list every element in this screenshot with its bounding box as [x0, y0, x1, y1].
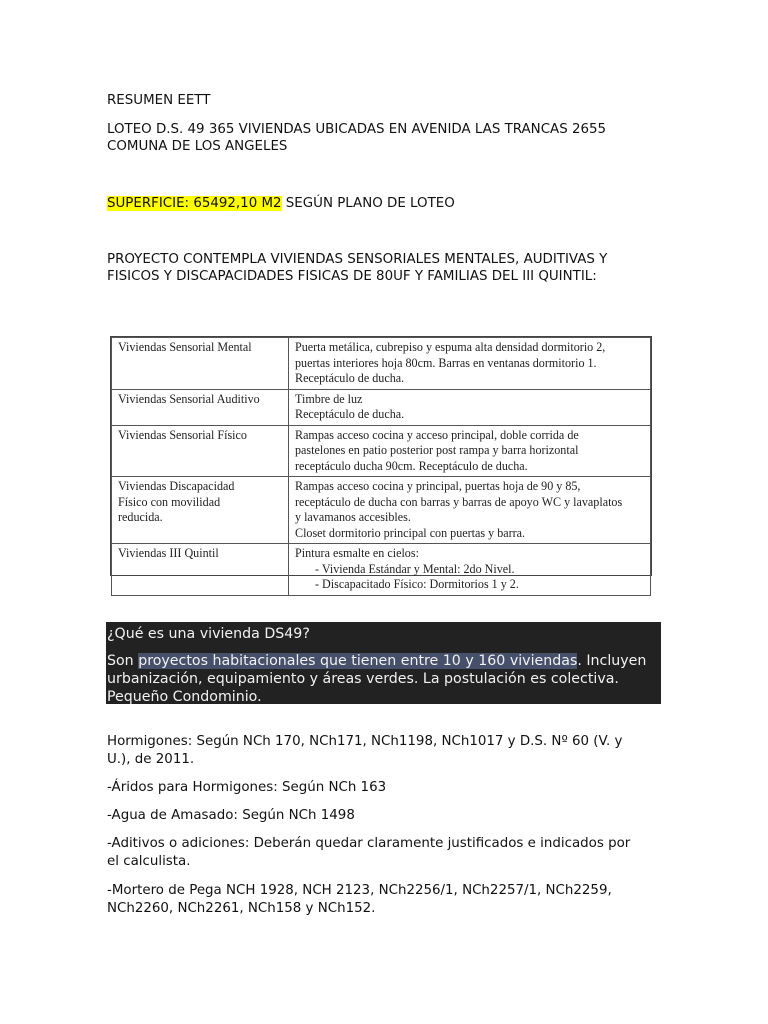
- hormigones-line-2: U.), de 2011.: [107, 752, 195, 767]
- type-line: reducida.: [118, 510, 163, 524]
- doc-title: RESUMEN EETT: [107, 93, 211, 108]
- loteo-line-2: COMUNA DE LOS ANGELES: [107, 139, 288, 154]
- detail-line: receptáculo ducha 90cm. Receptáculo de ducha.: [295, 458, 528, 473]
- row-details: [289, 477, 651, 544]
- detail-line: Pintura esmalte en cielos:: [295, 546, 419, 560]
- row-details: [289, 544, 651, 596]
- detail-line: Receptáculo de ducha.: [295, 407, 405, 421]
- aditivos-line-2: el calculista.: [107, 854, 191, 869]
- aditivos-line-1: -Aditivos o adiciones: Deberán quedar claramente justificados e indicados por: [107, 836, 631, 851]
- mortero-line-2: NCh2260, NCh2261, NCh158 y NCh152.: [107, 901, 376, 916]
- row-type: Viviendas Sensorial Mental: [112, 338, 289, 390]
- table-row: [112, 544, 651, 596]
- ds49-snippet: [106, 622, 661, 704]
- proyecto-line-2: FISICOS Y DISCAPACIDADES FISICAS DE 80UF Y FAMILIAS DEL III QUINTIL:: [107, 269, 597, 284]
- detail-line: Puerta metálica, cubrepiso y espuma alta densidad dormitorio 2,: [295, 340, 606, 354]
- table-row: [112, 338, 651, 390]
- table-row: [112, 389, 651, 425]
- mortero-line-1: -Mortero de Pega NCH 1928, NCH 2123, NCh2256/1, NCh2257/1, NCh2259,: [107, 883, 612, 898]
- answer-selected-text[interactable]: proyectos habitacionales que tienen entre 10 y 160 viviendas: [138, 653, 578, 669]
- detail-line: Timbre de luz: [295, 391, 363, 406]
- row-details: [289, 389, 651, 425]
- scanned-table-image: [110, 336, 652, 591]
- snippet-question: ¿Qué es una vivienda DS49?: [107, 626, 310, 642]
- loteo-line-1: LOTEO D.S. 49 365 VIVIENDAS UBICADAS EN AVENIDA LAS TRANCAS 2655: [107, 122, 607, 137]
- agua-line: -Agua de Amasado: Según NCh 1498: [107, 808, 355, 823]
- proyecto-line-1: PROYECTO CONTEMPLA VIVIENDAS SENSORIALES MENTALES, AUDITIVAS Y: [107, 252, 608, 267]
- detail-line: Receptáculo de ducha.: [295, 371, 405, 385]
- superficie-highlight: SUPERFICIE: 65492,10 M2: [107, 196, 282, 211]
- detail-line: Rampas acceso cocina y principal, puertas hoja de 90 y 85,: [295, 479, 581, 493]
- detail-line: pastelones en patio posterior post rampa y barra horizontal: [295, 443, 579, 457]
- row-type: Viviendas III Quintil: [112, 544, 289, 596]
- hormigones-line-1: Hormigones: Según NCh 170, NCh171, NCh1198, NCh1017 y D.S. Nº 60 (V. y: [107, 734, 623, 749]
- vivienda-types-table: [111, 337, 651, 596]
- superficie-rest: SEGÚN PLANO DE LOTEO: [281, 196, 455, 211]
- type-line: Viviendas Discapacidad: [118, 479, 235, 493]
- row-type: Viviendas Sensorial Auditivo: [112, 389, 289, 425]
- row-details: [289, 425, 651, 477]
- row-details: [289, 338, 651, 390]
- snippet-answer: [107, 652, 659, 706]
- answer-pre: Son: [107, 653, 139, 669]
- detail-line: receptáculo de ducha con barras y barras de apoyo WC y lavaplatos: [295, 494, 623, 509]
- aridos-line: -Áridos para Hormigones: Según NCh 163: [107, 780, 387, 795]
- type-line: Físico con movilidad: [118, 494, 221, 509]
- superficie-line: [107, 195, 667, 212]
- detail-line: puertas interiores hoja 80cm. Barras en ventanas dormitorio 1.: [295, 355, 597, 370]
- detail-line: y lavamanos accesibles.: [295, 510, 411, 524]
- row-type: [112, 477, 289, 544]
- answer-post: . Incluyen urbanización, equipamiento y áreas verdes. La postulación es colectiva. Pequeño Condominio.: [107, 653, 647, 705]
- detail-line: - Vivienda Estándar y Mental: 2do Nivel.: [315, 561, 515, 576]
- table-row: [112, 425, 651, 477]
- detail-line: - Discapacitado Físico: Dormitorios 1 y 2.: [315, 577, 519, 591]
- detail-line: Rampas acceso cocina y acceso principal, doble corrida de: [295, 427, 579, 442]
- detail-line: Closet dormitorio principal con puertas y barra.: [295, 525, 526, 540]
- row-type: Viviendas Sensorial Físico: [112, 425, 289, 477]
- table-row: [112, 477, 651, 544]
